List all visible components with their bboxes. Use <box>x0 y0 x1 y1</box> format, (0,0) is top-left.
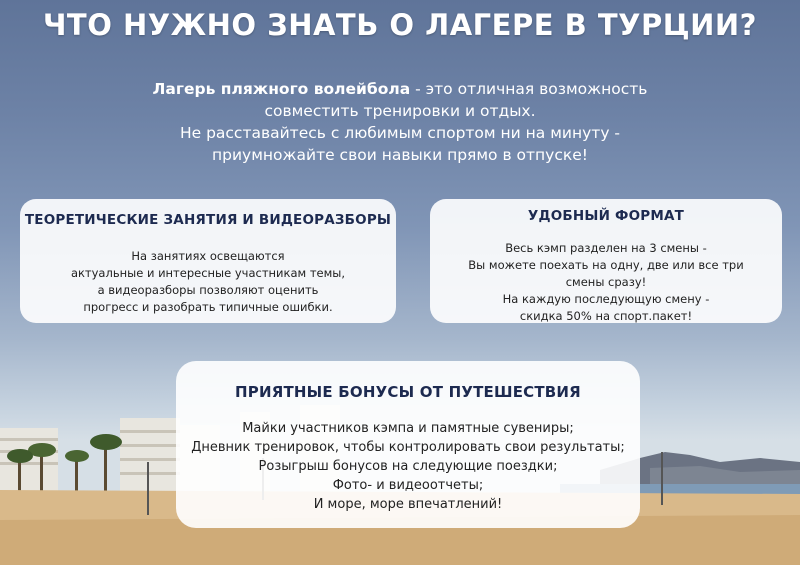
card-heading: ПРИЯТНЫЕ БОНУСЫ ОТ ПУТЕШЕСТВИЯ <box>235 383 581 401</box>
card-line: Фото- и видеоотчеты; <box>332 478 484 493</box>
card-line: Дневник тренировок, чтобы контролировать свои результаты; <box>191 440 625 455</box>
card-line: И море, море впечатлений! <box>313 497 503 512</box>
intro-line3: Не расставайтесь с любимым спортом ни на минуту - <box>179 124 621 142</box>
card-format <box>430 199 782 323</box>
card-line: Розыгрыш бонусов на следующие поездки; <box>258 459 558 474</box>
card-text <box>20 248 396 316</box>
card-line: Весь кэмп разделен на 3 смены - <box>505 241 707 255</box>
card-text <box>176 419 640 514</box>
card-heading: УДОБНЫЙ ФОРМАТ <box>527 208 685 224</box>
card-line: Вы можете поехать на одну, две или все три <box>468 258 744 272</box>
card-theory <box>20 199 396 323</box>
card-line: прогресс и разобрать типичные ошибки. <box>83 300 333 314</box>
card-line: актуальные и интересные участникам темы, <box>70 266 346 280</box>
card-line: Майки участников кэмпа и памятные сувениры; <box>242 421 574 436</box>
intro-line1: - это отличная возможность <box>410 80 648 98</box>
card-line: На каждую последующую смену - <box>502 292 710 306</box>
card-line: смены сразу! <box>565 275 647 289</box>
intro-bold: Лагерь пляжного волейбола <box>152 80 411 98</box>
intro-line4: приумножайте свои навыки прямо в отпуске! <box>212 146 588 164</box>
card-text <box>430 240 782 325</box>
card-line: а видеоразборы позволяют оценить <box>97 283 319 297</box>
card-line: На занятиях освещаются <box>131 249 285 263</box>
intro-line2: совместить тренировки и отдых. <box>264 102 536 120</box>
card-line: скидка 50% на спорт.пакет! <box>519 309 693 323</box>
card-heading: ТЕОРЕТИЧЕСКИЕ ЗАНЯТИЯ И ВИДЕОРАЗБОРЫ <box>24 212 392 228</box>
intro-text <box>110 78 690 166</box>
card-bonuses <box>176 361 640 528</box>
page-title: ЧТО НУЖНО ЗНАТЬ О ЛАГЕРЕ В ТУРЦИИ? <box>42 8 757 42</box>
